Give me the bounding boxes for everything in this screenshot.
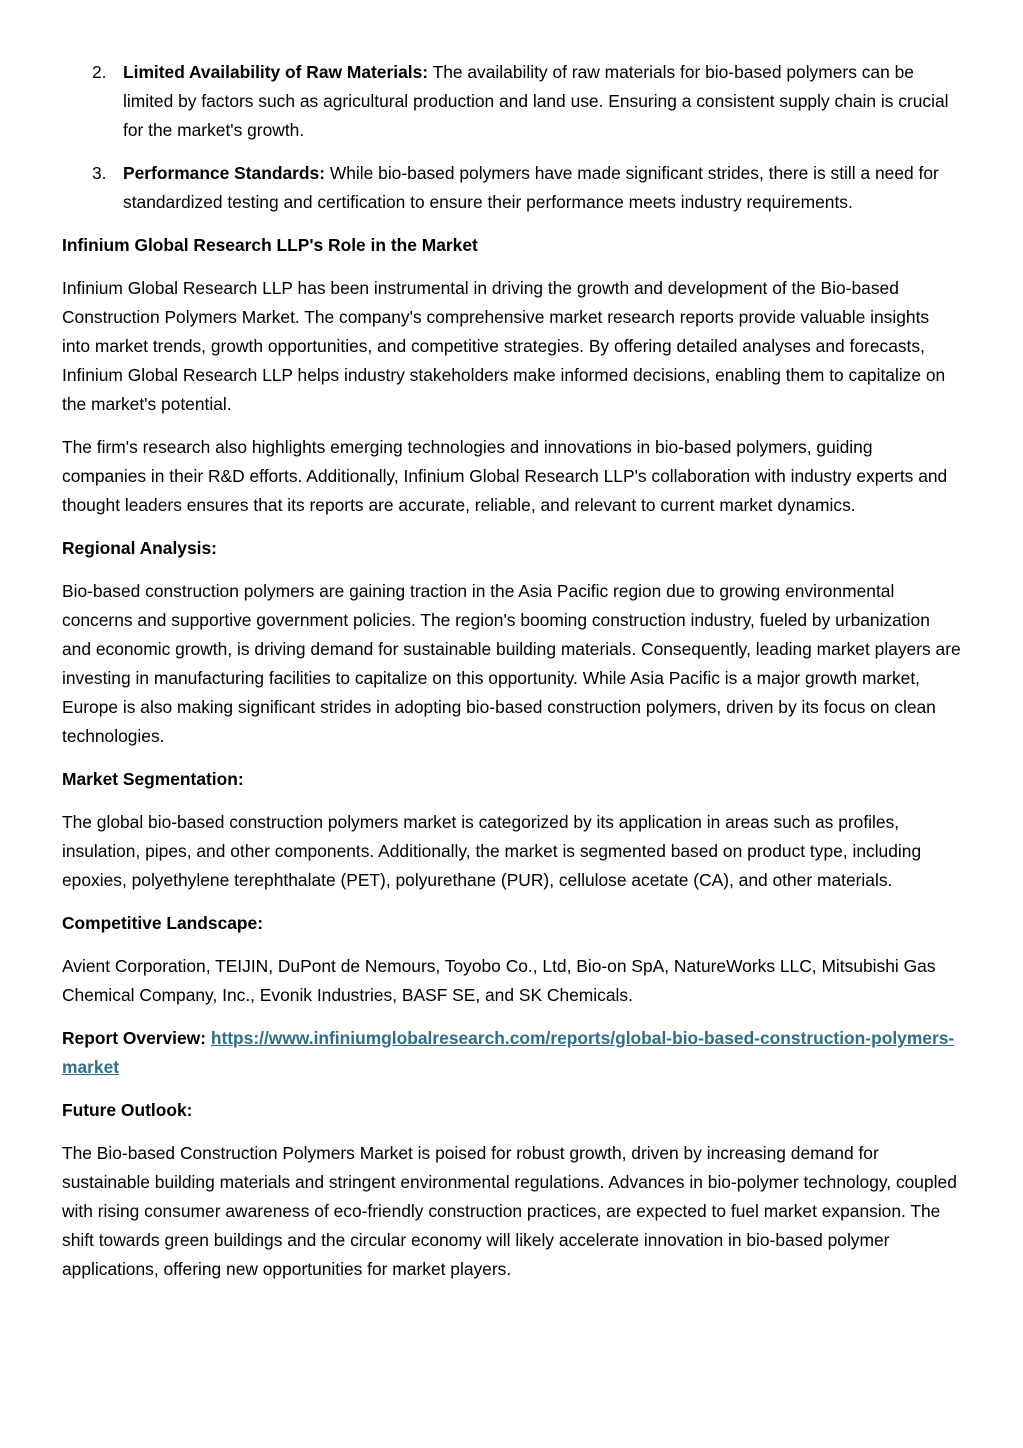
list-item-title: Limited Availability of Raw Materials:: [123, 62, 429, 82]
report-overview: [62, 1024, 961, 1082]
regional-heading: Regional Analysis:: [62, 538, 217, 558]
outlook-heading: Future Outlook:: [62, 1100, 193, 1120]
challenges-list: [62, 58, 961, 217]
list-item: [62, 58, 961, 145]
role-paragraph-2: The firm's research also highlights emerging technologies and innovations in bio-based polymers, guiding companies in their R&D efforts. Additionally, Infinium Global Research LLP's collaboration with industry experts and thought leaders ensures that its reports are accurate, reliable, and relevant to current market dynamics.: [62, 437, 948, 515]
role-paragraph-1: Infinium Global Research LLP has been instrumental in driving the growth and development of the Bio-based Construction Polymers Market. The company's comprehensive market research reports provide valuable insights into market trends, growth opportunities, and competitive strategies. By offering detailed analyses and forecasts, Infinium Global Research LLP helps industry stakeholders make informed decisions, enabling them to capitalize on the market's potential.: [62, 278, 946, 414]
list-item-text: The availability of raw materials for bio-based polymers can be limited by factors such as agricultural production and land use. Ensuring a consistent supply chain is crucial for the market's growth.: [123, 62, 949, 140]
segmentation-heading: Market Segmentation:: [62, 769, 244, 789]
report-overview-link[interactable]: https://www.infiniumglobalresearch.com/reports/global-bio-based-construction-polymers-market: [62, 1028, 955, 1077]
competitive-heading: Competitive Landscape:: [62, 913, 264, 933]
role-heading: Infinium Global Research LLP's Role in the Market: [62, 235, 478, 255]
segmentation-paragraph: The global bio-based construction polymers market is categorized by its application in areas such as profiles, insulation, pipes, and other components. Additionally, the market is segmented based on product type, including epoxies, polyethylene terephthalate (PET), polyurethane (PUR), cellulose acetate (CA), and other materials.: [62, 812, 922, 890]
list-item-number: 3.: [92, 163, 107, 183]
outlook-paragraph: The Bio-based Construction Polymers Market is poised for robust growth, driven by increasing demand for sustainable building materials and stringent environmental regulations. Advances in bio-polymer technology, coupled with rising consumer awareness of eco-friendly construction practices, are expected to fuel market expansion. The shift towards green buildings and the circular economy will likely accelerate innovation in bio-based polymer applications, offering new opportunities for market players.: [62, 1143, 957, 1279]
regional-paragraph: Bio-based construction polymers are gaining traction in the Asia Pacific region due to growing environmental concerns and supportive government policies. The region's booming construction industry, fueled by urbanization and economic growth, is driving demand for sustainable building materials. Consequently, leading market players are investing in manufacturing facilities to capitalize on this opportunity. While Asia Pacific is a major growth market, Europe is also making significant strides in adopting bio-based construction polymers, driven by its focus on clean technologies.: [62, 581, 961, 746]
competitive-paragraph: Avient Corporation, TEIJIN, DuPont de Nemours, Toyobo Co., Ltd, Bio-on SpA, NatureWorks LLC, Mitsubishi Gas Chemical Company, Inc., Evonik Industries, BASF SE, and SK Chemicals.: [62, 956, 936, 1005]
list-item: [62, 159, 961, 217]
list-item-text: While bio-based polymers have made significant strides, there is still a need for standardized testing and certification to ensure their performance meets industry requirements.: [123, 163, 939, 212]
report-overview-label: Report Overview:: [62, 1028, 211, 1048]
list-item-number: 2.: [92, 62, 107, 82]
list-item-title: Performance Standards:: [123, 163, 325, 183]
